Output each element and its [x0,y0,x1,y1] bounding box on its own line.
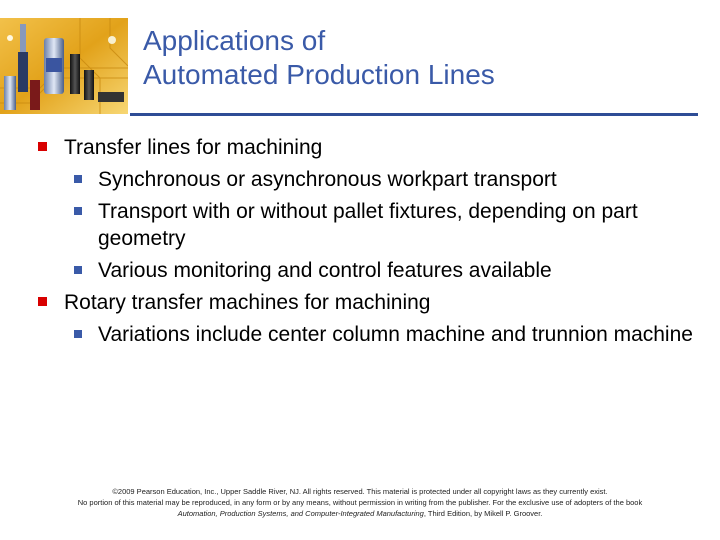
square-bullet-icon [74,207,82,215]
bullet-item [36,287,696,319]
copyright-footer [0,486,720,519]
sub-bullet-text: Transport with or without pallet fixtures, depending on part geometry [98,200,638,250]
header-photo-electronic-components [0,18,128,114]
book-edition-author: , Third Edition, by Mikell P. Groover. [423,509,543,518]
bullet-list [36,132,696,351]
title-underline [130,113,698,116]
bullet-text: Transfer lines for machining [64,136,323,159]
slide-title [143,24,495,92]
square-bullet-icon [74,175,82,183]
sub-bullet-text: Variations include center column machine and trunnion machine [98,323,693,346]
sub-bullet-item [36,319,696,351]
bullet-item [36,132,696,164]
square-bullet-icon [74,330,82,338]
sub-bullet-text: Various monitoring and control features available [98,259,552,282]
sub-bullet-text: Synchronous or asynchronous workpart transport [98,168,557,191]
square-bullet-icon [38,297,47,306]
sub-bullet-item [36,255,696,287]
copyright-line-1: ©2009 Pearson Education, Inc., Upper Saddle River, NJ. All rights reserved. This material is protected under all copyright laws as they currently exist. [112,487,608,496]
book-title: Automation, Production Systems, and Computer-Integrated Manufacturing [177,509,424,518]
sub-bullet-item [36,196,696,255]
copyright-line-2: No portion of this material may be reproduced, in any form or by any means, without permission in writing from the publisher. For the exclusive use of adopters of the book [77,498,643,507]
bullet-text: Rotary transfer machines for machining [64,291,431,314]
slide-title-line-2: Automated Production Lines [143,59,495,90]
slide-title-line-1: Applications of [143,25,326,56]
square-bullet-icon [38,142,47,151]
square-bullet-icon [74,266,82,274]
copyright-line-3 [0,508,720,519]
components-illustration [0,18,128,114]
sub-bullet-item [36,164,696,196]
